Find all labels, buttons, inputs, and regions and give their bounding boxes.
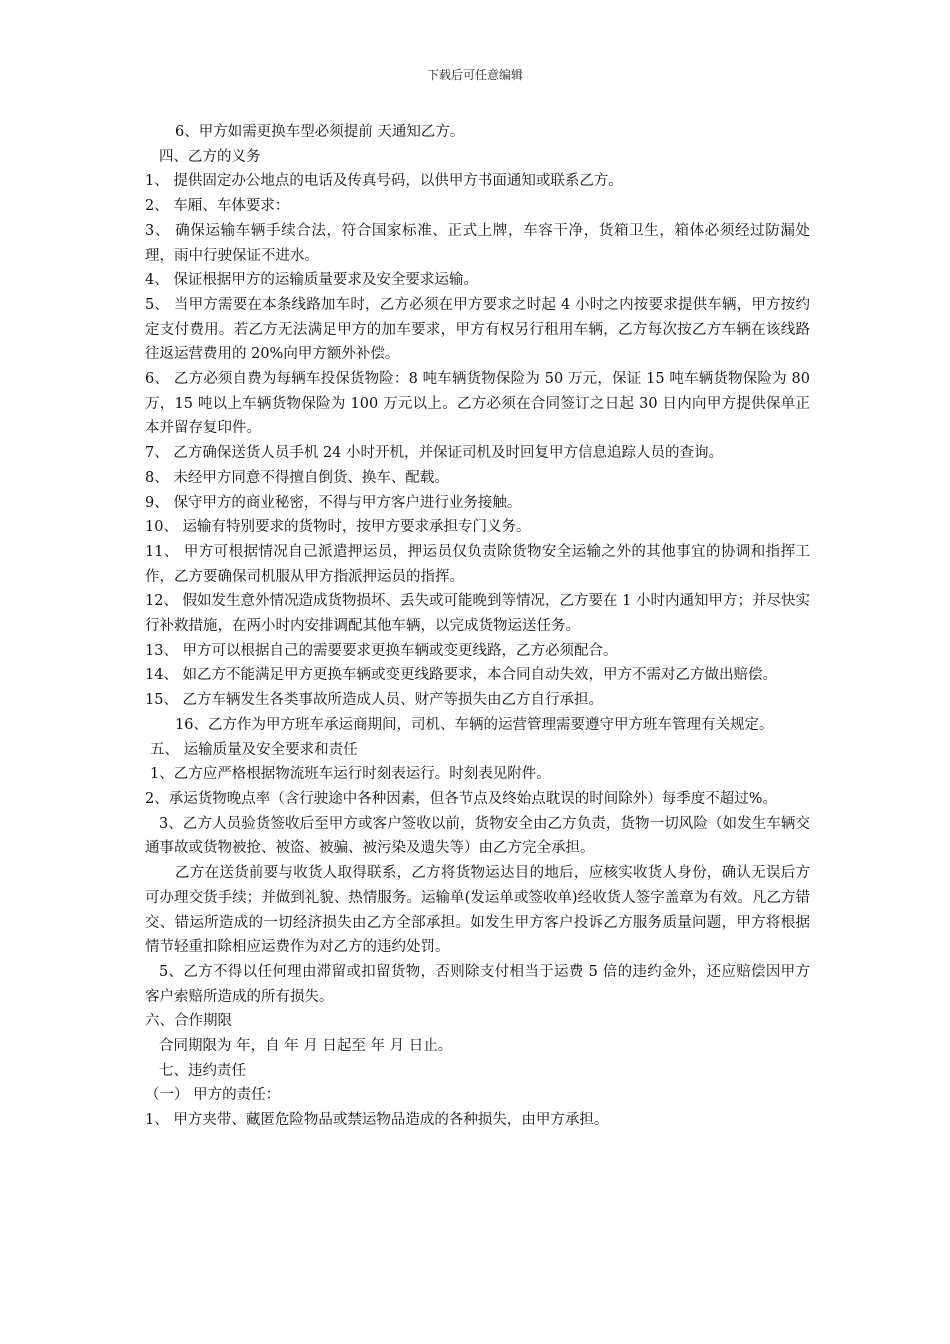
clause-5-3: 3、乙方人员验货签收后至甲方或客户签收以前，货物安全由乙方负责，货物一切风险（如发生车辆交通事故或货物被抢、被盗、被骗、被污染及遗失等）由乙方完全承担。 bbox=[145, 815, 810, 857]
clause-4-7: 7、 乙方确保送货人员手机 24 小时开机，并保证司机及时回复甲方信息追踪人员的查询。 bbox=[145, 445, 723, 462]
clause-4-12: 12、 假如发生意外情况造成货物损坏、丢失或可能晚到等情况，乙方要在 1 小时内通知甲方；并尽快实行补救措施，在两小时内安排调配其他车辆，以完成货物运送任务。 bbox=[145, 593, 810, 635]
clause-4-14: 14、 如乙方不能满足甲方更换车辆或变更线路要求，本合同自动失效，甲方不需对乙方做出赔偿。 bbox=[145, 667, 778, 684]
clause-5-4: 乙方在送货前要与收货人取得联系，乙方将货物运达目的地后，应核实收货人身份，确认无误后方可办理交货手续；并做到礼貌、热情服务。运输单(发运单或签收单)经收货人签字盖章为有效。凡乙方错交、错运所造成的一切经济损失由乙方全部承担。如发生甲方客户投诉乙方服务质量问题，甲方将根据情节轻重扣除相应运费作为对乙方的违约处罚。 bbox=[145, 865, 810, 956]
clause-4-1: 1、 提供固定办公地点的电话及传真号码，以供甲方书面通知或联系乙方。 bbox=[145, 173, 623, 190]
page-header: 下载后可任意编辑 bbox=[426, 68, 523, 82]
clause-5-1: 1、乙方应严格根据物流班车运行时刻表运行。时刻表见附件。 bbox=[150, 766, 551, 783]
clause-4-2: 2、 车厢、车体要求： bbox=[145, 198, 290, 215]
clause-4-5: 5、 当甲方需要在本条线路加车时，乙方必须在甲方要求之时起 4 小时之内按要求提供车辆，甲方按约定支付费用。若乙方无法满足甲方的加车要求，甲方有权另行租用车辆，乙方每次按乙方车辆在该线路往返运营费用的 20%向甲方额外补偿。 bbox=[145, 296, 810, 363]
clause-4-9: 9、 保守甲方的商业秘密，不得与甲方客户进行业务接触。 bbox=[145, 494, 522, 511]
clause-4-11: 11、 甲方可根据情况自己派遣押运员，押运员仅负责除货物安全运输之外的其他事宜的协调和指挥工作，乙方要确保司机服从甲方指派押运员的指挥。 bbox=[145, 543, 810, 585]
clause-4-15: 15、 乙方车辆发生各类事故所造成人员、财产等损失由乙方自行承担。 bbox=[145, 692, 604, 709]
section-4-heading: 四、乙方的义务 bbox=[159, 148, 261, 165]
clause-4-3: 3、 确保运输车辆手续合法，符合国家标准、正式上牌，车容干净，货箱卫生，箱体必须经过防漏处理，雨中行驶保证不进水。 bbox=[145, 222, 810, 264]
clause-5-5: 5、乙方不得以任何理由滞留或扣留货物，否则除支付相当于运费 5 倍的违约金外，还应赔偿因甲方客户索赔所造成的所有损失。 bbox=[145, 963, 810, 1005]
section-5-heading: 五、 运输质量及安全要求和责任 bbox=[150, 741, 358, 758]
document-body bbox=[145, 120, 810, 1133]
clause-4-16: 16、乙方作为甲方班车承运商期间，司机、车辆的运营管理需要遵守甲方班车管理有关规定。 bbox=[175, 716, 774, 733]
clause-4-4: 4、 保证根据甲方的运输质量要求及安全要求运输。 bbox=[145, 272, 478, 289]
clause-4-8: 8、 未经甲方同意不得擅自倒货、换车、配载。 bbox=[145, 469, 449, 486]
section-6-heading: 六、合作期限 bbox=[145, 1013, 232, 1030]
clause-7-1-1: 1、 甲方夹带、藏匿危险物品或禁运物品造成的各种损失，由甲方承担。 bbox=[145, 1112, 609, 1129]
clause-4-10: 10、 运输有特别要求的货物时，按甲方要求承担专门义务。 bbox=[145, 519, 531, 536]
section-7-heading: 七、违约责任 bbox=[159, 1062, 246, 1079]
clause-5-2: 2、承运货物晚点率（含行驶途中各种因素，但各节点及终始点耽误的时间除外）每季度不超过%。 bbox=[145, 790, 777, 807]
clause-4-6: 6、 乙方必须自费为每辆车投保货物险：8 吨车辆货物保险为 50 万元，保证 15 吨车辆货物保险为 80 万，15 吨以上车辆货物保险为 100 万元以上。乙方必须在合同签订之日起 30 日内向甲方提供保单正本并留存复印件。 bbox=[145, 371, 810, 437]
clause-3-6: 6、甲方如需更换车型必须提前 天通知乙方。 bbox=[175, 124, 465, 140]
subsection-7-1-heading: （一） 甲方的责任： bbox=[145, 1087, 281, 1104]
contract-term: 合同期限为 年，自 年 月 日起至 年 月 日止。 bbox=[159, 1038, 453, 1055]
clause-4-13: 13、 甲方可以根据自己的需要要求更换车辆或变更线路，乙方必须配合。 bbox=[145, 642, 618, 659]
